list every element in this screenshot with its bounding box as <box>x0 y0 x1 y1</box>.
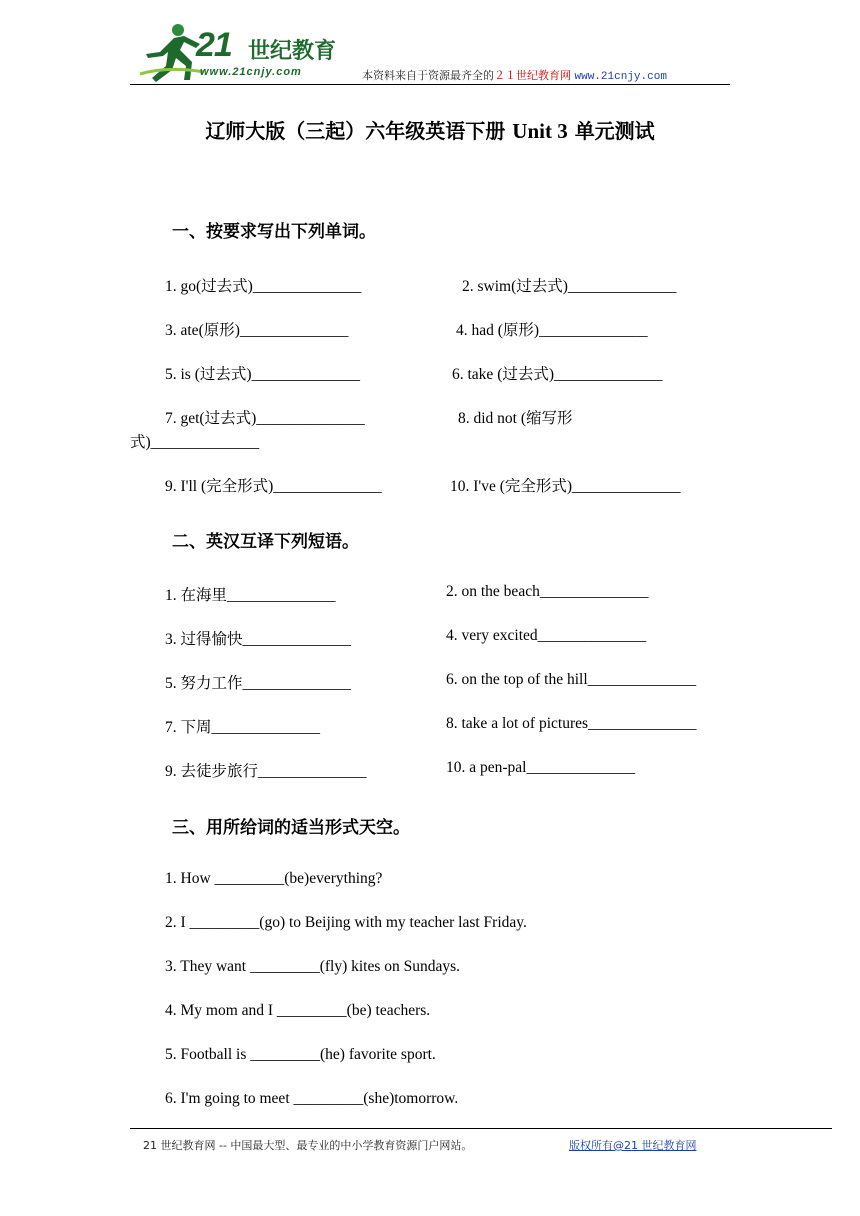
header-note <box>362 67 667 83</box>
section-2-item: 6. on the top of the hill______________ <box>446 671 697 688</box>
section-1-item: 7. get(过去式)______________ <box>165 410 365 427</box>
section-1-item: 4. had (原形)______________ <box>456 322 648 339</box>
title-unit: Unit 3 <box>512 119 568 143</box>
section-1-item: 式)______________ <box>130 434 260 451</box>
footer-copyright-link[interactable]: 版权所有@21 世纪教育网 <box>569 1139 697 1152</box>
section-2-item: 3. 过得愉快______________ <box>165 631 352 648</box>
section-1-item: 8. did not (缩写形 <box>458 410 573 427</box>
section-1-title: 一、按要求写出下列单词。 <box>172 222 376 242</box>
section-2-title: 二、英汉互译下列短语。 <box>172 532 359 552</box>
site-logo <box>138 22 338 84</box>
section-2-item: 4. very excited______________ <box>446 627 647 644</box>
section-1-item: 10. I've (完全形式)______________ <box>450 478 681 495</box>
section-1-item: 2. swim(过去式)______________ <box>462 278 677 295</box>
section-3-item: 4. My mom and I _________(be) teachers. <box>165 1002 431 1019</box>
section-3-item: 2. I _________(go) to Beijing with my teacher last Friday. <box>165 914 527 931</box>
section-3-title: 三、用所给词的适当形式天空。 <box>172 818 410 838</box>
header-divider <box>130 84 730 85</box>
title-prefix: 辽师大版（三起）六年级英语下册 <box>205 119 506 143</box>
header-note-brand[interactable]: ２１世纪教育网 <box>494 69 571 82</box>
section-3-item: 6. I'm going to meet _________(she)tomorrow. <box>165 1090 459 1107</box>
logo-number: 21 <box>196 26 232 64</box>
header-note-url[interactable]: www.21cnjy.com <box>574 71 667 83</box>
section-2-item: 10. a pen-pal______________ <box>446 759 635 776</box>
section-2-item: 9. 去徒步旅行______________ <box>165 763 367 780</box>
document-title <box>0 115 860 144</box>
section-1-item: 6. take (过去式)______________ <box>452 366 663 383</box>
header-note-prefix: 本资料来自于资源最齐全的 <box>362 69 494 82</box>
section-1-item: 9. I'll (完全形式)______________ <box>165 478 382 495</box>
footer-divider <box>130 1128 832 1129</box>
section-3-item: 1. How _________(be)everything? <box>165 870 383 887</box>
section-1-item: 1. go(过去式)______________ <box>165 278 362 295</box>
section-2-item: 8. take a lot of pictures______________ <box>446 715 697 732</box>
section-1-item: 5. is (过去式)______________ <box>165 366 361 383</box>
logo-chinese: 世纪教育 <box>248 39 337 64</box>
title-suffix: 单元测试 <box>574 119 655 143</box>
section-2-item: 2. on the beach______________ <box>446 583 649 600</box>
section-3-item: 3. They want _________(fly) kites on Sundays. <box>165 958 461 975</box>
logo-url: www.21cnjy.com <box>200 66 302 78</box>
section-1-item: 3. ate(原形)______________ <box>165 322 349 339</box>
section-2-item: 5. 努力工作______________ <box>165 675 352 692</box>
section-3-item: 5. Football is _________(he) favorite sport. <box>165 1046 436 1063</box>
section-2-item: 7. 下周______________ <box>165 719 321 736</box>
footer-text: 21 世纪教育网 -- 中国最大型、最专业的中小学教育资源门户网站。 <box>143 1139 473 1152</box>
section-2-item: 1. 在海里______________ <box>165 587 336 604</box>
